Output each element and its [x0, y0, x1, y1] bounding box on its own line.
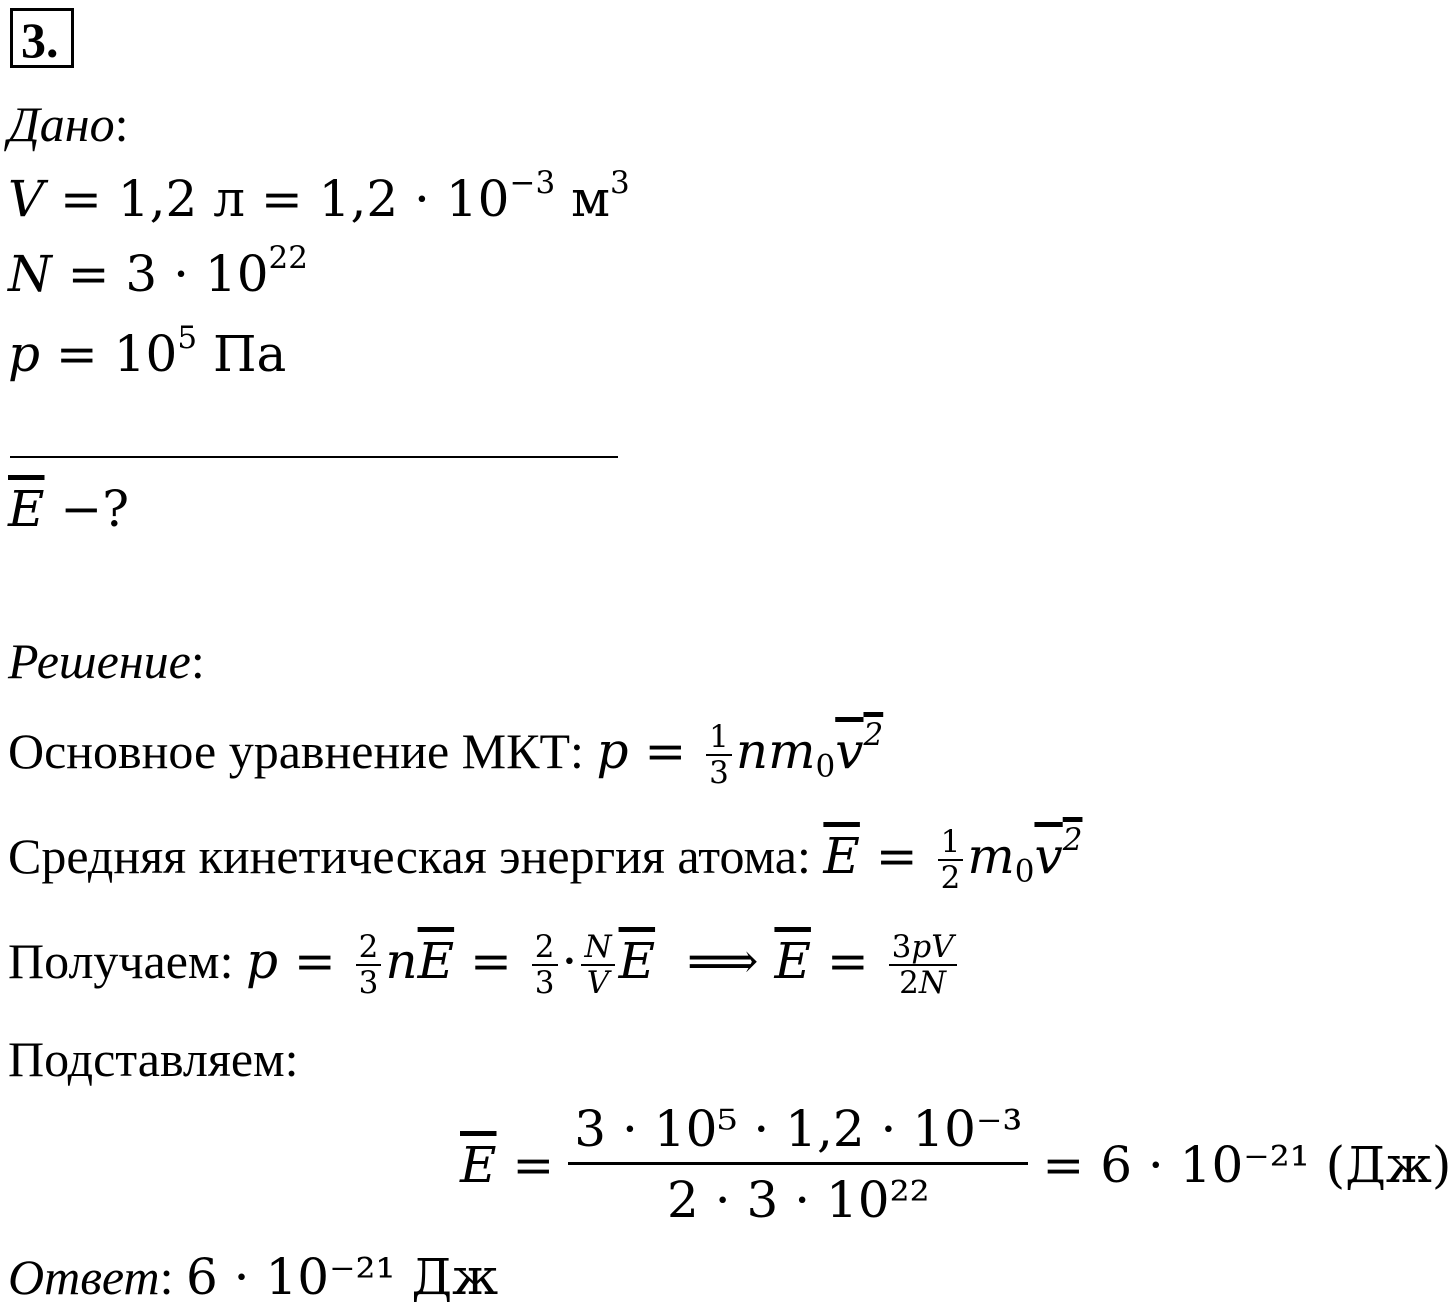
problem-number: 3.	[10, 8, 74, 68]
answer: Ответ: 6 · 10⁻²¹ Дж	[8, 1248, 499, 1306]
final-result: = 6 · 10⁻²¹ (Дж)	[1042, 1135, 1451, 1194]
mkt-equation: Основное уравнение МКТ: p = $\frac{1}{3}$ $nm_0v^2$	[8, 716, 884, 792]
final-numerator: 3 · 10⁵ · 1,2 · 10⁻³	[568, 1100, 1028, 1165]
given-divider	[10, 456, 618, 458]
final-calculation: $\overline{E}$ = $\frac{\text{3 · 10⁵ · 1,2 · 10⁻³}}{\text{2 · 3 · 10²²}}$ = 6 · 10⁻²¹ (Дж)	[460, 1100, 1451, 1229]
given-heading: Дано:	[8, 96, 129, 152]
solution-heading: Решение:	[8, 633, 205, 689]
given-pressure: $p = 10^5$ Па	[8, 319, 287, 383]
final-denominator: 2 · 3 · 10²²	[667, 1171, 930, 1229]
given-volume: V = 1,2 $л = 1,2 \cdot 10^{-3}$ $м^3$	[8, 164, 630, 228]
substitute-heading: Подставляем:	[8, 1031, 299, 1087]
derived-equation: Получаем: p = $\frac{2}{3}$ $n\overline{E}$ = $\frac{2}{3}$ · $\frac{N}{V}$ $\overline{E}$ ⟹ $\overline{E}$ = $\frac{3pV}{2N}$	[8, 930, 961, 1000]
kinetic-energy-equation: Средняя кинетическая энергия атома: $\overline{E}$ = $\frac{1}{2}$ $m_0v^2$	[8, 821, 1083, 897]
find-quantity: $\overline{E}$ −?	[8, 480, 130, 538]
energy-symbol: $\overline{E}$	[460, 1135, 497, 1194]
given-count: $N = 3 \cdot 10^{22}$	[8, 239, 308, 303]
